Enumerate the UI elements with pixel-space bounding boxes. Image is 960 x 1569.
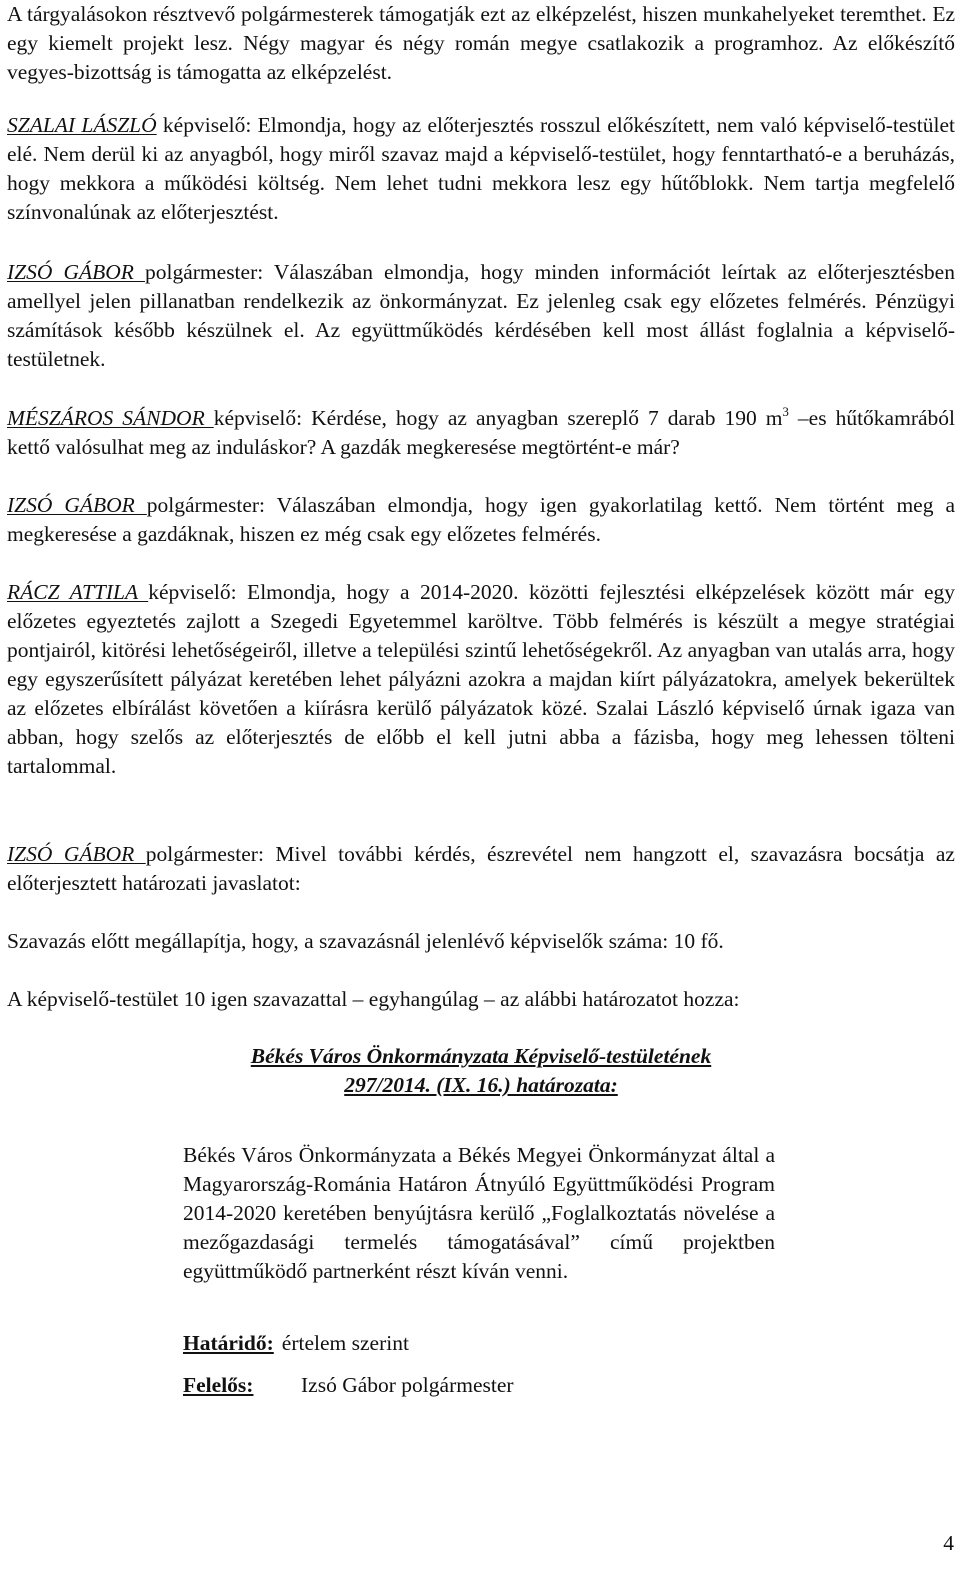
- paragraph-text: polgármester: Mivel további kérdés, észrevétel nem hangzott el, szavazásra bocsátja az előterjesztett határozati javaslatot:: [7, 842, 955, 895]
- paragraph-vote-result: A képviselő-testület 10 igen szavazattal – egyhangúlag – az alábbi határozatot hozza:: [7, 987, 740, 1011]
- paragraph-izso-1: [7, 258, 955, 374]
- paragraph-text: képviselő: Kérdése, hogy az anyagban szereplő 7 darab 190 m: [213, 406, 783, 430]
- paragraph-vote-count: Szavazás előtt megállapítja, hogy, a szavazásnál jelenlévő képviselők száma: 10 fő.: [7, 929, 724, 953]
- paragraph-text: képviselő: Elmondja, hogy az előterjesztés rosszul előkészített, nem való képviselő-testület elé. Nem derül ki az anyagból, hogy miről szavaz majd a képviselő-testület, hogy fenntartható-e a beruházás, hogy mekkora a működési költség. Nem lehet tudni mekkora lesz egy hűtőblokk. Nem tartja megfelelő színvonalúnak az előterjesztést.: [7, 113, 955, 224]
- paragraph-meszaros: [7, 404, 955, 462]
- paragraph-izso-3: [7, 840, 955, 898]
- paragraph-text: polgármester: Válaszában elmondja, hogy minden információt leírtak az előterjesztésben amellyel jelen pillanatban rendelkezik az önkormányzat. Ez jelenleg csak egy előzetes felmérés. Pénzügyi számítások később készülnek el. Az együttműködés kérdésében kell most állást foglalnia a képviselő-testületnek.: [7, 260, 955, 371]
- speaker-name: RÁCZ ATTILA: [7, 580, 149, 604]
- paragraph-racz: [7, 578, 955, 781]
- paragraph-intro: A tárgyalásokon résztvevő polgármesterek támogatják ezt az elképzelést, hiszen munkahelyeket teremthet. Ez egy kiemelt projekt lesz. Négy magyar és négy román megye csatlakozik a programhoz. Az előkészítő vegyes-bizottság is támogatta az elképzelést.: [7, 2, 955, 84]
- speaker-name: IZSÓ GÁBOR: [7, 493, 147, 517]
- responsible-label: Felelős:: [183, 1373, 254, 1397]
- resolution-title-line2: 297/2014. (IX. 16.) határozata:: [344, 1073, 618, 1097]
- deadline-value: értelem szerint: [281, 1331, 409, 1355]
- resolution-title-line1: Békés Város Önkormányzata Képviselő-testületének: [250, 1044, 712, 1068]
- deadline-row: [183, 1329, 409, 1358]
- speaker-name: MÉSZÁROS SÁNDOR: [7, 406, 214, 430]
- speaker-name: IZSÓ GÁBOR: [7, 260, 145, 284]
- resolution-body: Békés Város Önkormányzata a Békés Megyei Önkormányzat által a Magyarország-Románia Határon Átnyúló Együttműködési Program 2014-2020 keretében benyújtásra kerülő „Foglalkoztatás növelése a mezőgazdasági termelés támogatásával” című projektben együttműködő partnerként részt kíván venni.: [183, 1143, 775, 1283]
- superscript: 3: [782, 403, 789, 419]
- paragraph-text: polgármester: Válaszában elmondja, hogy igen gyakorlatilag kettő. Nem történt meg a megkeresése a gazdáknak, hiszen ez még csak egy előzetes felmérés.: [7, 493, 955, 546]
- responsible-value: Izsó Gábor polgármester: [301, 1373, 514, 1397]
- page-number: 4: [943, 1531, 954, 1555]
- speaker-name: IZSÓ GÁBOR: [7, 842, 146, 866]
- deadline-label: Határidő:: [183, 1331, 274, 1355]
- paragraph-text: képviselő: Elmondja, hogy a 2014-2020. közötti fejlesztési elképzelések között már egy előzetes egyeztetés zajlott a Szegedi Egyetemmel karöltve. Több felmérés is készült a megye stratégiai pontjairól, kitörési lehetőségeiről, illetve a települési szintű lehetőségekről. Az anyagban van utalás arra, hogy egy egyszerűsített pályázat keretében lehet pályázni azokra a majdan kiírt pályázatokra, amelyek bekerültek az előzetes elbírálást követően a kiírásra kerülő pályázatok közé. Szalai László képviselő úrnak igaza van abban, hogy szelős az előterjesztés de előbb el kell jutni abba a fázisba, hogy meg lehessen tölteni tartalommal.: [7, 580, 955, 778]
- paragraph-text: –es hűtőkamrából kettő valósulhat meg az induláskor? A gazdák megkeresése megtörtént-e már?: [7, 406, 955, 459]
- paragraph-szalai: [7, 111, 955, 227]
- paragraph-izso-2: [7, 491, 955, 549]
- responsible-row: [183, 1371, 514, 1400]
- speaker-name: SZALAI LÁSZLÓ: [7, 113, 157, 137]
- resolution-title: [7, 1042, 955, 1100]
